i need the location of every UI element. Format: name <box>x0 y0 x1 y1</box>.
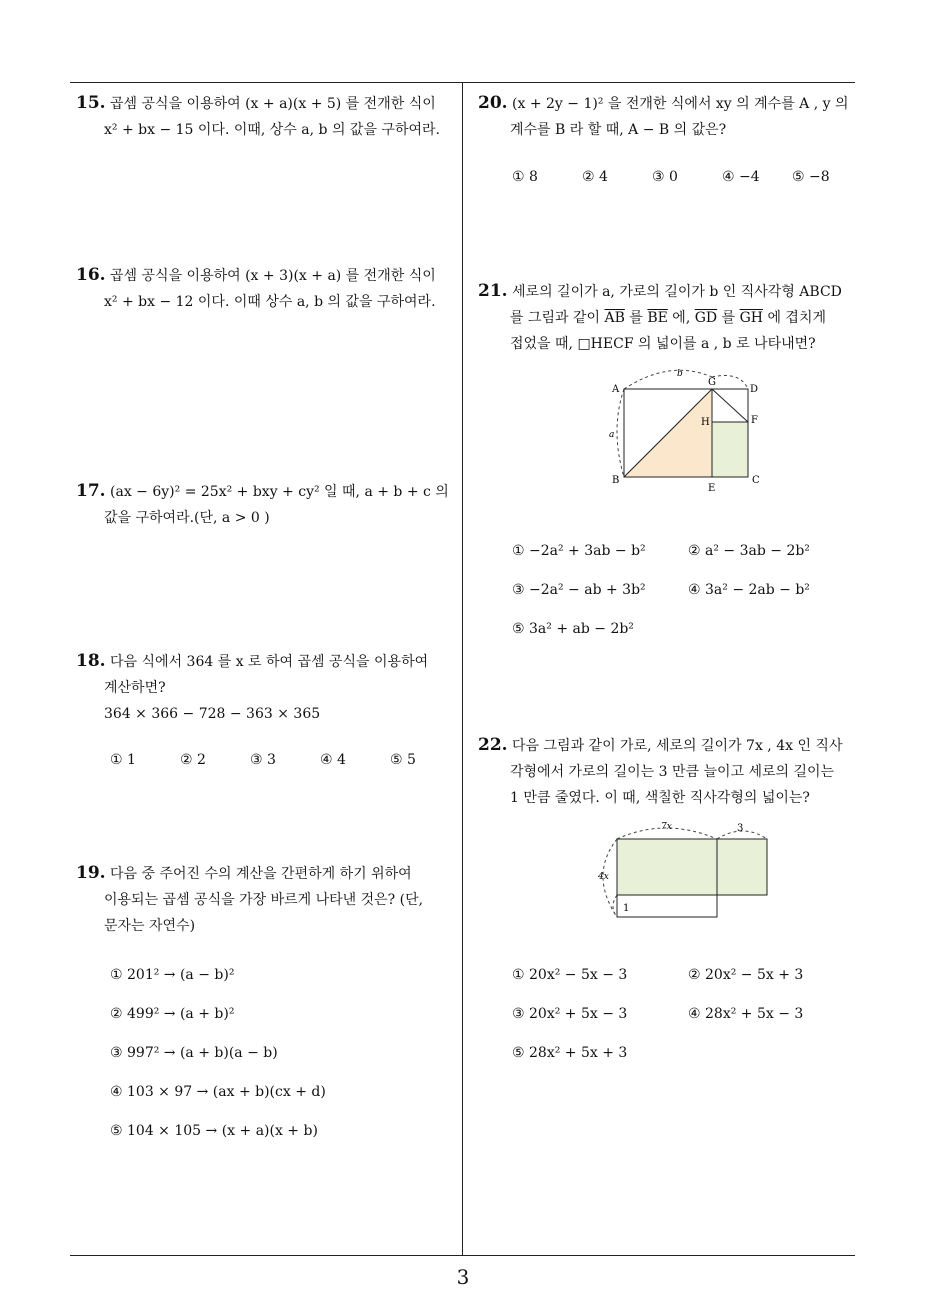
label-b-length: b <box>677 369 683 379</box>
label-height: 4x <box>598 872 609 882</box>
question-text-line1: (x + 2y − 1)² 을 전개한 식에서 xy 의 계수를 A , y 의 <box>512 96 849 112</box>
question-text-line1: 다음 식에서 364 를 x 로 하여 곱셈 공식을 이용하여 <box>110 654 429 670</box>
question-number: 18. <box>76 651 106 671</box>
question-text-line2: 계산하면? <box>104 680 166 696</box>
rectangle-fold-figure <box>600 365 770 495</box>
question-text-line1: 세로의 길이가 a, 가로의 길이가 b 인 직사각형 ABCD <box>512 284 842 300</box>
question-text-line2: 계수를 B 라 할 때, A − B 의 값은? <box>510 122 727 138</box>
question-16 <box>76 262 461 315</box>
segment-gd: $\overline{GD}$ <box>694 310 718 326</box>
question-number: 20. <box>478 93 508 113</box>
question-text-line2: 이용되는 곱셈 공식을 가장 바르게 나타낸 것은? (단, <box>104 892 424 908</box>
label-width: 7x <box>661 822 672 832</box>
choice-1[interactable]: ① 20x² − 5x − 3 <box>512 967 628 983</box>
question-20 <box>478 90 858 143</box>
question-15 <box>76 90 461 143</box>
choice-1[interactable]: ① 201² → (a − b)² <box>110 967 235 983</box>
question-19 <box>76 860 461 939</box>
label-b-vertex: B <box>612 475 620 486</box>
choice-2[interactable]: ② a² − 3ab − 2b² <box>688 543 810 559</box>
question-number: 17. <box>76 481 106 501</box>
dimension-arc-gd <box>712 376 748 390</box>
choice-1[interactable]: ① 8 <box>512 169 538 185</box>
segment-ab: $\overline{AB}$ <box>604 310 625 326</box>
rectangle-hecf <box>712 422 748 477</box>
shaded-rectangle <box>617 839 767 895</box>
question-18 <box>76 648 461 727</box>
choice-3[interactable]: ③ 3 <box>250 752 276 768</box>
choice-4[interactable]: ④ 4 <box>320 752 346 768</box>
question-text-line3: 접었을 때, □HECF 의 넓이를 a , b 로 나타내면? <box>510 336 816 352</box>
question-text-line1: 곱셈 공식을 이용하여 (x + a)(x + 5) 를 전개한 식이 <box>110 96 436 112</box>
choice-5[interactable]: ⑤ −8 <box>792 169 830 185</box>
question-text-line2: 각형에서 가로의 길이는 3 만큼 늘이고 세로의 길이는 <box>510 764 835 780</box>
choice-3[interactable]: ③ 997² → (a + b)(a − b) <box>110 1045 278 1061</box>
label-a-length: a <box>609 430 615 440</box>
question-number: 22. <box>478 735 508 755</box>
question-number: 15. <box>76 93 106 113</box>
question-number: 19. <box>76 863 106 883</box>
question-text-line2: 값을 구하여라.(단, a > 0 ) <box>104 510 270 526</box>
question-22 <box>478 732 863 811</box>
choice-5[interactable]: ⑤ 5 <box>390 752 416 768</box>
choice-4[interactable]: ④ 3a² − 2ab − b² <box>688 582 810 598</box>
column-divider <box>462 82 463 1255</box>
choice-2[interactable]: ② 4 <box>582 169 608 185</box>
label-c-vertex: C <box>752 475 760 486</box>
rectangle-resize-figure <box>595 815 775 925</box>
question-text-line1: 다음 중 주어진 수의 계산을 간편하게 하기 위하여 <box>110 866 412 882</box>
question-text-line1: 곱셈 공식을 이용하여 (x + 3)(x + a) 를 전개한 식이 <box>110 268 436 284</box>
question-text-line3: 문자는 자연수) <box>104 918 196 934</box>
question-text-line2: x² + bx − 12 이다. 이때 상수 a, b 의 값을 구하여라. <box>104 294 436 310</box>
choice-5[interactable]: ⑤ 104 × 105 → (x + a)(x + b) <box>110 1123 318 1139</box>
label-g-vertex: G <box>708 377 716 388</box>
choice-4[interactable]: ④ 28x² + 5x − 3 <box>688 1006 804 1022</box>
question-expression: 364 × 366 − 728 − 363 × 365 <box>104 706 321 722</box>
choice-1[interactable]: ① 1 <box>110 752 136 768</box>
question-text-line2: x² + bx − 15 이다. 이때, 상수 a, b 의 값을 구하여라. <box>104 122 440 138</box>
label-d-vertex: D <box>750 384 759 395</box>
question-text-line3: 1 만큼 줄였다. 이 때, 색칠한 직사각형의 넓이는? <box>510 790 810 806</box>
label-f-vertex: F <box>751 415 758 426</box>
choice-2[interactable]: ② 20x² − 5x + 3 <box>688 967 804 983</box>
choice-4[interactable]: ④ −4 <box>722 169 760 185</box>
question-text-line1: 다음 그림과 같이 가로, 세로의 길이가 7x , 4x 인 직사 <box>512 738 843 754</box>
choice-3[interactable]: ③ 20x² + 5x − 3 <box>512 1006 628 1022</box>
question-21 <box>478 278 863 357</box>
label-h-vertex: H <box>701 417 710 428</box>
choice-3[interactable]: ③ 0 <box>652 169 678 185</box>
choice-5[interactable]: ⑤ 3a² + ab − 2b² <box>512 621 634 637</box>
page-number: 3 <box>456 1265 470 1289</box>
fold-line-gf <box>712 389 748 422</box>
question-number: 16. <box>76 265 106 285</box>
choice-4[interactable]: ④ 103 × 97 → (ax + b)(cx + d) <box>110 1084 326 1100</box>
choice-2[interactable]: ② 499² → (a + b)² <box>110 1006 235 1022</box>
choice-3[interactable]: ③ −2a² − ab + 3b² <box>512 582 646 598</box>
question-text-line2: 를 그림과 같이 $\overline{AB}$ 를 $\overline{BE}$ 에, $\overline{GD}$ 를 $\overline{GH}$ 에 겹치게 <box>510 310 826 326</box>
choice-5[interactable]: ⑤ 28x² + 5x + 3 <box>512 1045 628 1061</box>
choice-2[interactable]: ② 2 <box>180 752 206 768</box>
question-number: 21. <box>478 281 508 301</box>
dimension-arc-a <box>617 389 624 477</box>
label-a-vertex: A <box>612 384 620 395</box>
label-extension: 3 <box>737 823 744 834</box>
label-e-vertex: E <box>708 483 716 494</box>
dimension-arc-1 <box>613 895 617 917</box>
question-17 <box>76 478 461 531</box>
choice-1[interactable]: ① −2a² + 3ab − b² <box>512 543 646 559</box>
footer-rule <box>70 1255 855 1256</box>
question-text-line1: (ax − 6y)² = 25x² + bxy + cy² 일 때, a + b + c 의 <box>110 484 449 500</box>
segment-gh: $\overline{GH}$ <box>739 310 763 326</box>
segment-be: $\overline{BE}$ <box>647 310 668 326</box>
label-reduction: 1 <box>623 903 630 914</box>
dimension-arc-b <box>624 370 712 389</box>
